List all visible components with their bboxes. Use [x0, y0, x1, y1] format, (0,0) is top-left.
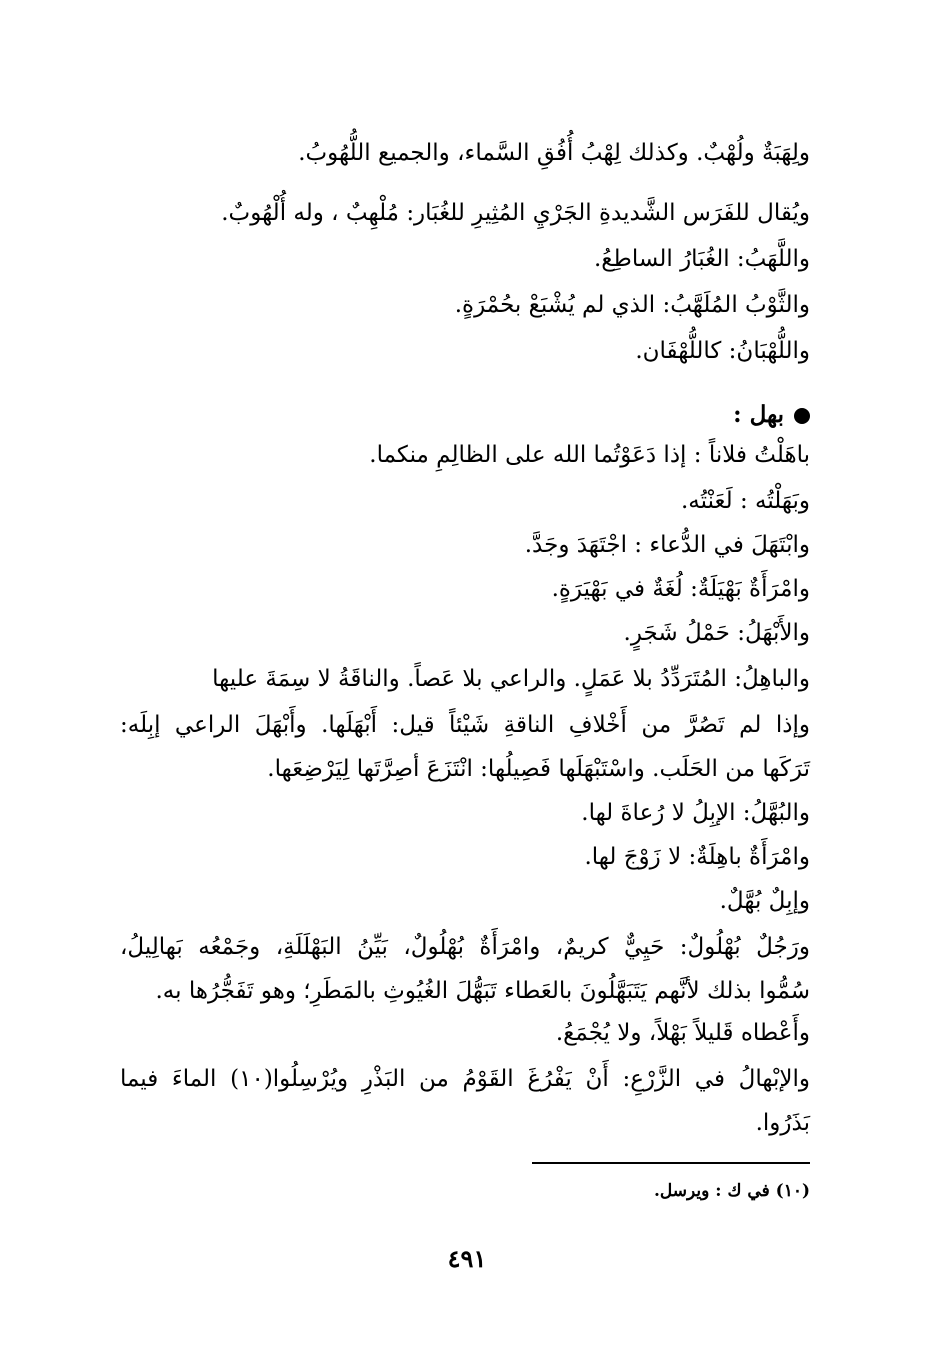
entry-line: وبَهَلْتُه : لَعَنْتُه.: [681, 488, 810, 514]
text-line: واللُّهْبَانُ: كاللُّهْفَان.: [635, 338, 810, 364]
footnote-divider: [532, 1162, 810, 1164]
entry-line: والبُهَّلُ: الإبِلُ لا رُعاةَ لها.: [581, 800, 810, 826]
entry-line: وإبِلٌ بُهَّلٌ.: [719, 888, 810, 914]
footnote: (١٠) في ك : ويرسل.: [654, 1181, 810, 1201]
entry-line: باهَلْتُ فلاناً : إذا دَعَوْتُما الله على الظالِمِ منكما.: [369, 442, 810, 468]
entry-heading-label: بهل :: [733, 401, 784, 428]
entry-line: ورَجُلٌ بُهْلُولٌ: حَيِيٌّ كريمٌ، وامْرَأَةٌ بُهْلُولٌ، بَيِّنُ البَهْلَلَةِ، وجَمْعُه بَهالِيلُ،: [120, 934, 810, 960]
entry-line: وامْرَأَةٌ بَهْيَلَةٌ: لُغَةٌ في بَهْيَرَةٍ.: [551, 576, 810, 602]
entry-line: والإبْهالُ في الزَّرْعِ: أَنْ يَفْرُغَ القَوْمُ من البَذْرِ ويُرْسِلُوا(١٠) الماءَ فيما: [120, 1066, 810, 1092]
entry-line: بَذَرُوا.: [755, 1110, 810, 1136]
text-line: ويُقال للفَرَس الشَّديدةِ الجَرْيِ المُثِيرِ للغُبَار: مُلْهِبٌ ، وله أُلْهُوبٌ.: [221, 200, 810, 226]
entry-line: والأَبْهَلُ: حَمْلُ شَجَرٍ.: [623, 620, 810, 646]
entry-line: وإذا لم تَصُرَّ من أَخْلافِ الناقةِ شَيْئاً قيل: أَبْهَلَها. وأَبْهَلَ الراعي إبِلَه:: [120, 712, 810, 738]
entry-line: وامْرَأَةٌ باهِلَةٌ: لا زَوْجَ لها.: [584, 844, 810, 870]
bullet-icon: [794, 408, 810, 424]
entry-line: وأَعْطاه قَليلاً بَهْلاً، ولا يُجْمَعُ.: [555, 1020, 810, 1046]
entry-line: سُمُّوا بذلك لأنَّهم يَتَبَهَّلُونَ بالعَطاء تَبَهُّلَ الغُيُوثِ بالمَطَرِ؛ وهو تَفَجُّرُها به.: [155, 978, 810, 1004]
page-number: ٤٩١: [447, 1244, 487, 1273]
text-line: والثَّوْبُ المُلَهَّبُ: الذي لم يُشْبَعْ بحُمْرَةٍ.: [454, 292, 810, 318]
entry-line: والباهِلُ: المُتَرَدِّدُ بلا عَمَلٍ. والراعي بلا عَصاً. والناقَةُ لا سِمَةَ عليها: [212, 666, 810, 692]
text-line: ولِهَبَةٌ ولُهْبٌ. وكذلك لِهْبُ أُفُقِ السَّماء، والجميع اللُّهُوبُ.: [298, 140, 810, 166]
entry-line: تَرَكَها من الحَلَب. واسْتَبْهَلَها فَصِيلُها: انْتَزَعَ أصِرَّتَها لِيَرْضِعَها.: [267, 756, 810, 782]
entry-line: وابْتَهَلَ في الدُّعاء : اجْتَهَدَ وجَدَّ.: [524, 532, 810, 558]
text-line: واللَّهَبُ: الغُبَارُ الساطِعُ.: [593, 246, 810, 272]
entry-heading: [733, 398, 810, 432]
